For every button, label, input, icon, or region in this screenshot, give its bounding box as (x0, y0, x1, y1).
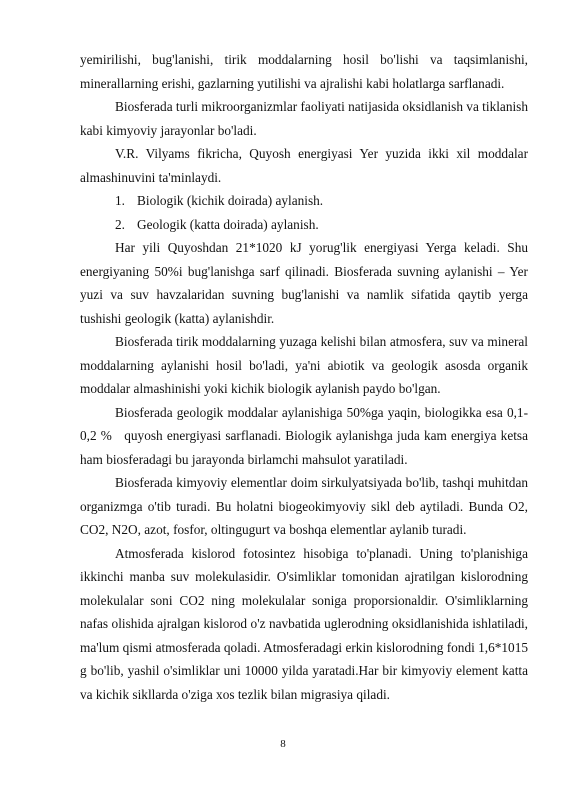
list-item (80, 213, 528, 237)
paragraph-living-matter: Biosferada tirik moddalarning yuzaga kelishi bilan atmosfera, suv va mineral moddalarning aylanishi hosil bo'ladi, ya'ni abiotik va geologik asosda organik moddalar almashinishi yoki kichik biologik aylanish paydo bo'lgan. (80, 334, 528, 396)
list-number: 1. (115, 193, 125, 208)
list-text: Geologik (katta doirada) aylanish. (137, 216, 319, 232)
paragraph-chemical-elements: Biosferada kimyoviy elementlar doim sirkulyatsiyada bo'lib, tashqi muhitdan organizmga o'tib turadi. Bu holatni biogeokimyoviy sikl deb aytiladi. Bunda O2, CO2, N2O, azot, fosfor, oltingugurt va boshqa elementlar aylanib turadi. (80, 475, 528, 537)
page-number: 8 (280, 738, 286, 750)
list-number: 2. (115, 216, 125, 232)
paragraph-continuation: yemirilishi, bug'lanishi, tirik moddalarning hosil bo'lishi va taqsimlanishi, minerallarning erishi, gazlarning yutilishi va ajralishi kabi holatlarga sarflanadi. (80, 52, 528, 91)
paragraph-solar-energy: Har yili Quyoshdan 21*1020 kJ yorug'lik energiyasi Yerga keladi. Shu energiyaning 50%i bug'lanishga sarf qilinadi. Biosferada suvning aylanishi – Yer yuzi va suv havzalaridan suvning bug'lanishi va namlik sifatida qaytib yerga tushishi geologik (katta) aylanishdir. (80, 240, 528, 326)
paragraph-microorganisms: Biosferada turli mikroorganizmlar faoliyati natijasida oksidlanish va tiklanish kabi kimyoviy jarayonlar bo'ladi. (80, 99, 528, 138)
paragraph-geologic-cycle: Biosferada geologik moddalar aylanishiga 50%ga yaqin, biologikka esa 0,1-0,2 % quyosh energiyasi sarflanadi. Biologik aylanishga juda kam energiya ketsa ham biosferadagi bu jarayonda birlamchi mahsulot yaratiladi. (80, 404, 528, 467)
list-item (80, 189, 528, 213)
paragraph-atmosphere-oxygen: Atmosferada kislorod fotosintez hisobiga to'planadi. Uning to'planishiga ikkinchi manba suv molekulasidir. O'simliklar tomonidan ajratilgan kislorodning molekulalar soni CO2 ning molekulalar soniga proporsionaldir. O'simliklarning nafas olishida ajralgan kislorod o'z navbatida uglerodning oksidlanishida ishlatiladi, ma'lum qismi atmosferada qoladi. Atmosferadagi erkin kislorodning fondi 1,6*1015 g bo'lib, yashil o'simliklar uni 10000 yilda yaratadi.Har bir kimyoviy element katta va kichik sikllarda o'ziga xos tezlik bilan migrasiya qiladi. (80, 545, 528, 702)
list-text: Biologik (kichik doirada) aylanish. (137, 193, 324, 208)
paragraph-vilyams: V.R. Vilyams fikricha, Quyosh energiyasi Yer yuzida ikki xil moddalar almashinuvini ta'minlaydi. (80, 146, 528, 185)
body-text (80, 48, 528, 706)
